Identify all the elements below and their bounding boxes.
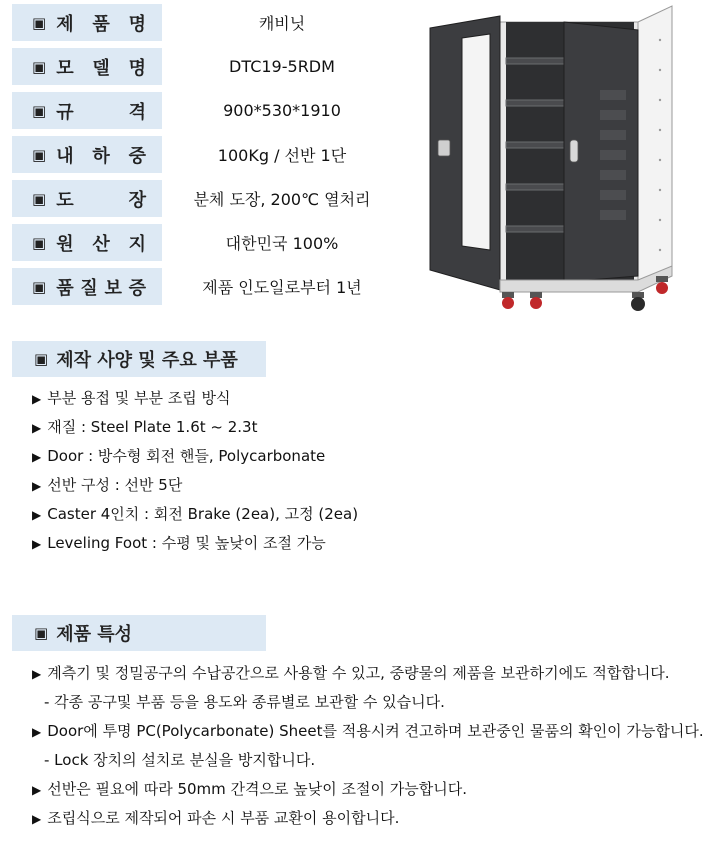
list-item bbox=[32, 529, 358, 558]
list-item bbox=[32, 500, 358, 529]
square-bullet-icon: ▣ bbox=[32, 233, 47, 252]
triangle-bullet-icon: ▶ bbox=[32, 812, 42, 826]
spec-label-char: 도 bbox=[56, 189, 74, 211]
spec-value: 제품 인도일로부터 1년 bbox=[202, 278, 362, 297]
feature-section-title-text: 제품 특성 bbox=[56, 624, 133, 645]
list-item-text: 조립식으로 제작되어 파손 시 부품 교환이 용이합니다. bbox=[47, 809, 400, 827]
spec-label-char: 명 bbox=[128, 13, 146, 35]
spec-row bbox=[12, 180, 402, 217]
list-item-text: Leveling Foot : 수평 및 높낮이 조절 가능 bbox=[47, 534, 326, 552]
spec-label-char: 델 bbox=[92, 57, 110, 79]
square-bullet-icon: ▣ bbox=[32, 57, 47, 76]
spec-label-char: 산 bbox=[92, 233, 110, 255]
spec-label-text bbox=[56, 54, 162, 80]
spec-label-char: 중 bbox=[128, 145, 146, 167]
feature-section-title bbox=[12, 615, 266, 651]
spec-label-text bbox=[56, 142, 162, 168]
spec-label-char: 규 bbox=[56, 101, 74, 123]
spec-value: DTC19-5RDM bbox=[229, 57, 335, 76]
spec-label-char: 모 bbox=[56, 57, 74, 79]
square-bullet-icon: ▣ bbox=[34, 624, 49, 642]
spec-label bbox=[12, 268, 162, 305]
spec-label-text bbox=[56, 274, 162, 300]
spec-label-char: 장 bbox=[128, 189, 146, 211]
spec-value: 대한민국 100% bbox=[225, 234, 339, 253]
square-bullet-icon: ▣ bbox=[32, 145, 47, 164]
square-bullet-icon: ▣ bbox=[32, 101, 47, 120]
spec-label-char: 품 bbox=[56, 277, 74, 299]
triangle-bullet-icon: ▶ bbox=[32, 421, 42, 435]
spec-list bbox=[32, 384, 358, 558]
square-bullet-icon: ▣ bbox=[32, 13, 47, 32]
triangle-bullet-icon: ▶ bbox=[32, 725, 42, 739]
spec-label-char: 명 bbox=[128, 57, 146, 79]
list-item-text: Caster 4인치 : 회전 Brake (2ea), 고정 (2ea) bbox=[47, 505, 359, 523]
spec-label bbox=[12, 136, 162, 173]
spec-row bbox=[12, 136, 402, 173]
list-item-text: 부분 용접 및 부분 조립 방식 bbox=[47, 389, 231, 407]
spec-label bbox=[12, 4, 162, 41]
spec-row bbox=[12, 4, 402, 41]
spec-label bbox=[12, 48, 162, 85]
list-item-text: 재질 : Steel Plate 1.6t ~ 2.3t bbox=[47, 418, 258, 436]
spec-value: 분체 도장, 200℃ 열처리 bbox=[193, 190, 371, 209]
spec-label-char: 지 bbox=[128, 233, 146, 255]
spec-label-text bbox=[56, 10, 162, 36]
spec-row bbox=[12, 224, 402, 261]
spec-value: 캐비닛 bbox=[258, 14, 306, 33]
spec-label-char: 품 bbox=[92, 13, 110, 35]
cabinet-product-image bbox=[410, 0, 706, 327]
spec-label-char: 보 bbox=[104, 277, 122, 299]
triangle-bullet-icon: ▶ bbox=[32, 450, 42, 464]
spec-label-char: 내 bbox=[56, 145, 74, 167]
spec-label-char: 제 bbox=[56, 13, 74, 35]
spec-section-title bbox=[12, 341, 266, 377]
triangle-bullet-icon: ▶ bbox=[32, 783, 42, 797]
list-item-text: Door에 투명 PC(Polycarbonate) Sheet를 적용시켜 견고하며 보관중인 물품의 확인이 가능합니다. bbox=[47, 722, 704, 740]
list-item-text: - 각종 공구및 부품 등을 용도와 종류별로 보관할 수 있습니다. bbox=[44, 693, 445, 711]
spec-label-text bbox=[56, 186, 162, 212]
spec-label-char: 하 bbox=[92, 145, 110, 167]
square-bullet-icon: ▣ bbox=[32, 277, 47, 296]
triangle-bullet-icon: ▶ bbox=[32, 667, 42, 681]
spec-table bbox=[12, 4, 402, 312]
spec-value: 100Kg / 선반 1단 bbox=[217, 146, 347, 165]
feature-list bbox=[32, 659, 704, 833]
spec-value: 900*530*1910 bbox=[223, 101, 341, 120]
spec-label-char: 원 bbox=[56, 233, 74, 255]
triangle-bullet-icon: ▶ bbox=[32, 537, 42, 551]
list-item-text: 계측기 및 정밀공구의 수납공간으로 사용할 수 있고, 중량물의 제품을 보관하기에도 적합합니다. bbox=[47, 664, 670, 682]
spec-label bbox=[12, 180, 162, 217]
spec-row bbox=[12, 48, 402, 85]
spec-label-char: 증 bbox=[128, 277, 146, 299]
spec-label-text bbox=[56, 98, 162, 124]
spec-row bbox=[12, 268, 402, 305]
list-item bbox=[32, 442, 358, 471]
list-item bbox=[32, 659, 704, 688]
square-bullet-icon: ▣ bbox=[34, 350, 49, 368]
spec-row bbox=[12, 92, 402, 129]
spec-label-text bbox=[56, 230, 162, 256]
triangle-bullet-icon: ▶ bbox=[32, 508, 42, 522]
list-item bbox=[32, 688, 704, 717]
spec-label-char: 격 bbox=[128, 101, 146, 123]
list-item bbox=[32, 384, 358, 413]
list-item bbox=[32, 746, 704, 775]
list-item bbox=[32, 413, 358, 442]
list-item bbox=[32, 717, 704, 746]
list-item bbox=[32, 471, 358, 500]
spec-label bbox=[12, 92, 162, 129]
list-item-text: 선반은 필요에 따라 50mm 간격으로 높낮이 조절이 가능합니다. bbox=[47, 780, 467, 798]
square-bullet-icon: ▣ bbox=[32, 189, 47, 208]
spec-section-title-text: 제작 사양 및 주요 부품 bbox=[56, 350, 238, 371]
triangle-bullet-icon: ▶ bbox=[32, 392, 42, 406]
list-item-text: 선반 구성 : 선반 5단 bbox=[47, 476, 183, 494]
spec-label bbox=[12, 224, 162, 261]
triangle-bullet-icon: ▶ bbox=[32, 479, 42, 493]
list-item bbox=[32, 804, 704, 833]
list-item bbox=[32, 775, 704, 804]
list-item-text: - Lock 장치의 설치로 분실을 방지합니다. bbox=[44, 751, 316, 769]
list-item-text: Door : 방수형 회전 핸들, Polycarbonate bbox=[47, 447, 326, 465]
spec-label-char: 질 bbox=[80, 277, 98, 299]
